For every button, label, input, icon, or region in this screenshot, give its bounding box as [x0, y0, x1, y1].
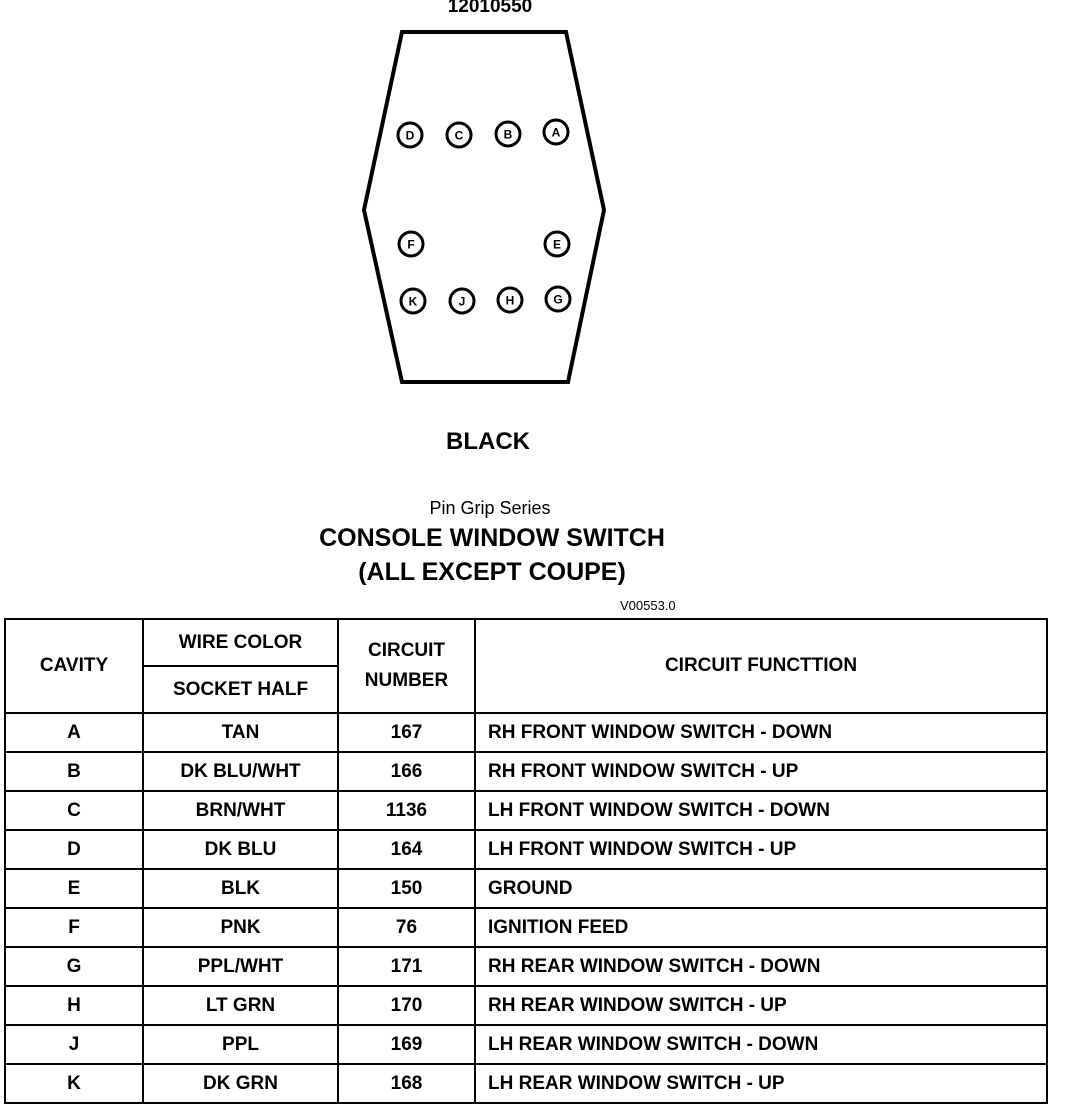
cavity-cell: B — [5, 752, 143, 791]
pinout-table — [4, 618, 1048, 1104]
circuit-number-cell: 150 — [338, 869, 475, 908]
circuit-number-cell: 76 — [338, 908, 475, 947]
connector-subtitle: (ALL EXCEPT COUPE) — [358, 558, 626, 586]
wire-color-cell: PNK — [143, 908, 338, 947]
header-cavity: CAVITY — [5, 619, 143, 713]
header-circuit: CIRCUIT — [367, 640, 446, 661]
circuit-number-cell: 167 — [338, 713, 475, 752]
wire-color-cell: DK BLU/WHT — [143, 752, 338, 791]
circuit-number-cell: 168 — [338, 1064, 475, 1103]
pin-H — [498, 288, 522, 312]
pin-E — [545, 232, 569, 256]
svg-text:G: G — [553, 292, 563, 307]
pin-G — [546, 287, 570, 311]
svg-text:H: H — [505, 293, 515, 308]
header-circuit-number — [338, 619, 475, 713]
circuit-function-cell: LH REAR WINDOW SWITCH - DOWN — [475, 1025, 1047, 1064]
cavity-cell: C — [5, 791, 143, 830]
svg-text:F: F — [407, 237, 415, 252]
circuit-function-cell: LH REAR WINDOW SWITCH - UP — [475, 1064, 1047, 1103]
svg-text:K: K — [408, 294, 418, 309]
wire-color-cell: LT GRN — [143, 986, 338, 1025]
circuit-number-cell: 1136 — [338, 791, 475, 830]
pin-F — [399, 232, 423, 256]
wire-color-cell: BRN/WHT — [143, 791, 338, 830]
svg-text:C: C — [454, 128, 464, 143]
svg-text:A: A — [551, 125, 561, 140]
table-row — [5, 1025, 1047, 1064]
svg-text:J: J — [458, 294, 466, 309]
cavity-cell: G — [5, 947, 143, 986]
pin-C — [447, 123, 471, 147]
cavity-cell: H — [5, 986, 143, 1025]
circuit-number-cell: 164 — [338, 830, 475, 869]
wire-color-cell: TAN — [143, 713, 338, 752]
connector-outline — [364, 32, 604, 382]
table-row — [5, 908, 1047, 947]
circuit-number-cell: 171 — [338, 947, 475, 986]
table-row — [5, 830, 1047, 869]
table-row — [5, 947, 1047, 986]
table-header-row — [5, 619, 1047, 666]
wire-color-cell: DK GRN — [143, 1064, 338, 1103]
circuit-function-cell: RH FRONT WINDOW SWITCH - DOWN — [475, 713, 1047, 752]
circuit-function-cell: LH FRONT WINDOW SWITCH - UP — [475, 830, 1047, 869]
connector-title: CONSOLE WINDOW SWITCH — [319, 524, 665, 552]
circuit-function-cell: LH FRONT WINDOW SWITCH - DOWN — [475, 791, 1047, 830]
pin-J — [450, 289, 474, 313]
circuit-number-cell: 166 — [338, 752, 475, 791]
circuit-number-cell: 169 — [338, 1025, 475, 1064]
table-row — [5, 752, 1047, 791]
pin-K — [401, 289, 425, 313]
cavity-cell: A — [5, 713, 143, 752]
pin-B — [496, 122, 520, 146]
cavity-cell: K — [5, 1064, 143, 1103]
table-row — [5, 986, 1047, 1025]
connector-face-diagram — [0, 0, 1072, 420]
wire-color-cell: PPL — [143, 1025, 338, 1064]
table-row — [5, 1064, 1047, 1103]
reference-code: V00553.0 — [620, 598, 676, 613]
table-row — [5, 869, 1047, 908]
series-label: Pin Grip Series — [429, 498, 551, 518]
svg-text:E: E — [552, 237, 562, 252]
circuit-function-cell: GROUND — [475, 869, 1047, 908]
header-socket-half: SOCKET HALF — [143, 666, 338, 713]
svg-text:B: B — [503, 127, 513, 142]
circuit-function-cell: IGNITION FEED — [475, 908, 1047, 947]
wire-color-cell: DK BLU — [143, 830, 338, 869]
pin-D — [398, 123, 422, 147]
svg-text:D: D — [405, 128, 415, 143]
cavity-cell: E — [5, 869, 143, 908]
cavity-cell: F — [5, 908, 143, 947]
circuit-function-cell: RH FRONT WINDOW SWITCH - UP — [475, 752, 1047, 791]
wire-color-cell: PPL/WHT — [143, 947, 338, 986]
table-row — [5, 791, 1047, 830]
circuit-function-cell: RH REAR WINDOW SWITCH - DOWN — [475, 947, 1047, 986]
header-wire-color: WIRE COLOR — [143, 619, 338, 666]
header-number: NUMBER — [364, 670, 449, 691]
cavity-cell: D — [5, 830, 143, 869]
cavity-cell: J — [5, 1025, 143, 1064]
circuit-number-cell: 170 — [338, 986, 475, 1025]
header-circuit-function: CIRCUIT FUNCTTION — [475, 619, 1047, 713]
circuit-function-cell: RH REAR WINDOW SWITCH - UP — [475, 986, 1047, 1025]
table-row — [5, 713, 1047, 752]
pin-A — [544, 120, 568, 144]
wire-color-cell: BLK — [143, 869, 338, 908]
part-number: 12010550 — [447, 0, 533, 17]
connector-color-label: BLACK — [446, 428, 530, 455]
